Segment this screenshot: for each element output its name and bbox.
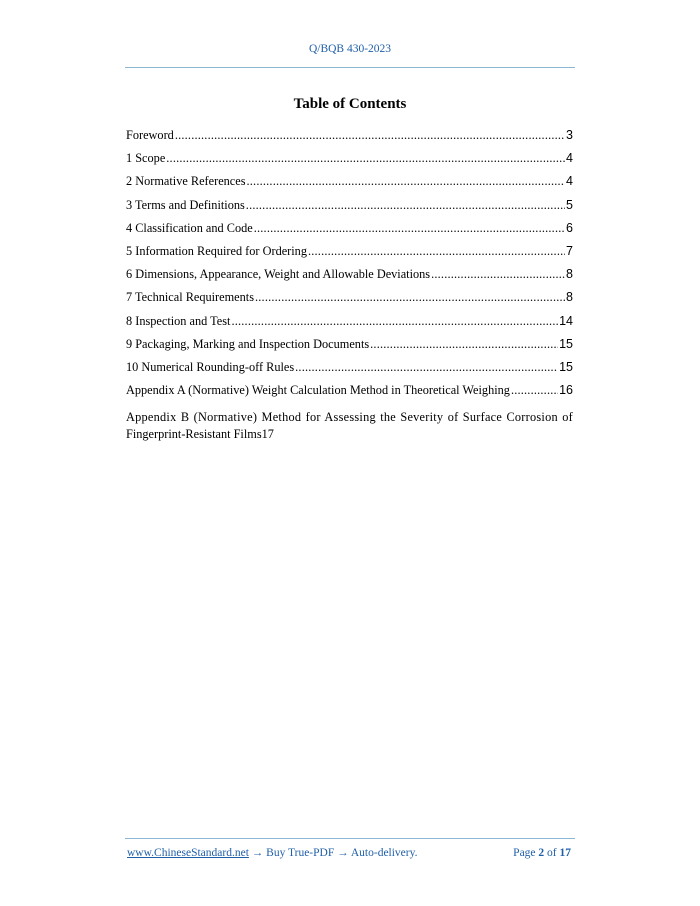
toc-entry-label: 6 Dimensions, Appearance, Weight and Allowable Deviations — [126, 267, 431, 282]
arrow-right-icon: → — [251, 847, 264, 859]
page-number — [513, 847, 571, 859]
auto-delivery-text: Auto-delivery. — [350, 847, 418, 859]
toc-entry-page: 15 — [559, 359, 573, 374]
toc-entry-inspection-test[interactable] — [126, 314, 573, 337]
toc-entry-page: 14 — [559, 313, 573, 328]
toc-entry-label: 2 Normative References — [126, 174, 246, 189]
toc-leader-dots — [308, 244, 565, 259]
buy-pdf-text: Buy True-PDF — [266, 847, 335, 859]
toc-leader-dots — [370, 337, 558, 352]
toc-entry-foreword[interactable] — [126, 128, 573, 151]
toc-entry-label: 10 Numerical Rounding-off Rules — [126, 359, 295, 374]
toc-entry-label: 9 Packaging, Marking and Inspection Documents — [126, 336, 370, 351]
toc-entry-page: 7 — [566, 243, 573, 258]
toc-leader-dots — [255, 290, 565, 305]
current-page: 2 — [538, 847, 545, 859]
toc-entry-appendix-b[interactable] — [126, 406, 573, 442]
toc-leader-dots — [247, 174, 566, 189]
toc-entry-page: 4 — [566, 174, 573, 189]
toc-leader-dots — [231, 314, 558, 329]
toc-entry-label: Foreword — [126, 128, 174, 142]
arrow-right-icon: → — [337, 847, 349, 859]
toc-entry-dimensions[interactable] — [126, 267, 573, 290]
toc-entry-label: 1 Scope — [126, 151, 166, 166]
toc-entry-label: 4 Classification and Code — [126, 220, 253, 235]
toc-entry-label: 3 Terms and Definitions — [126, 197, 245, 212]
toc-entry-classification-code[interactable] — [126, 221, 573, 244]
toc-entry-normative-references[interactable] — [126, 174, 573, 197]
toc-entry-ordering-info[interactable] — [126, 244, 573, 267]
toc-entry-label: 5 Information Required for Ordering — [126, 243, 307, 258]
toc-leader-dots — [295, 360, 558, 375]
toc-leader-dots — [431, 267, 565, 282]
toc-entry-label-line2: Fingerprint-Resistant Films — [126, 427, 262, 442]
toc-entry-page: 8 — [566, 267, 573, 282]
toc-entry-technical-requirements[interactable] — [126, 290, 573, 313]
toc-entry-page: 15 — [559, 336, 573, 351]
header-divider — [125, 67, 575, 68]
toc-leader-dots — [511, 383, 558, 398]
toc-leader-dots — [175, 128, 565, 143]
toc-entry-label: 8 Inspection and Test — [126, 313, 231, 328]
toc-entry-page: 16 — [559, 383, 573, 398]
toc-entry-label: 7 Technical Requirements — [126, 290, 254, 305]
toc-entry-packaging[interactable] — [126, 337, 573, 360]
toc-entry-label-line1: Appendix B (Normative) Method for Assessing the Severity of Surface Corrosion of — [126, 410, 573, 425]
toc-leader-dots — [254, 221, 565, 236]
toc-entry-page: 5 — [566, 197, 573, 212]
toc-entry-scope[interactable] — [126, 151, 573, 174]
footer-divider — [125, 838, 575, 839]
document-code-header: Q/BQB 430-2023 — [308, 43, 392, 55]
page-word: Page — [513, 847, 536, 859]
of-word: of — [547, 847, 557, 859]
footer-promo — [127, 847, 418, 859]
toc-entry-page: 3 — [566, 128, 573, 142]
toc-entry-terms-definitions[interactable] — [126, 198, 573, 221]
toc-entry-appendix-a[interactable] — [126, 383, 573, 406]
table-of-contents — [126, 128, 573, 442]
toc-entry-rounding-rules[interactable] — [126, 360, 573, 383]
website-link[interactable]: www.ChineseStandard.net — [127, 847, 249, 859]
total-pages: 17 — [559, 847, 571, 859]
toc-entry-page: 6 — [566, 220, 573, 235]
toc-leader-dots — [166, 151, 565, 166]
toc-entry-page: 8 — [566, 290, 573, 305]
toc-entry-page: 4 — [566, 151, 573, 166]
toc-entry-page: 17 — [261, 427, 274, 442]
toc-leader-dots — [246, 198, 565, 213]
toc-title: Table of Contents — [293, 96, 407, 112]
toc-entry-label: Appendix A (Normative) Weight Calculation Method in Theoretical Weighing — [126, 383, 510, 398]
